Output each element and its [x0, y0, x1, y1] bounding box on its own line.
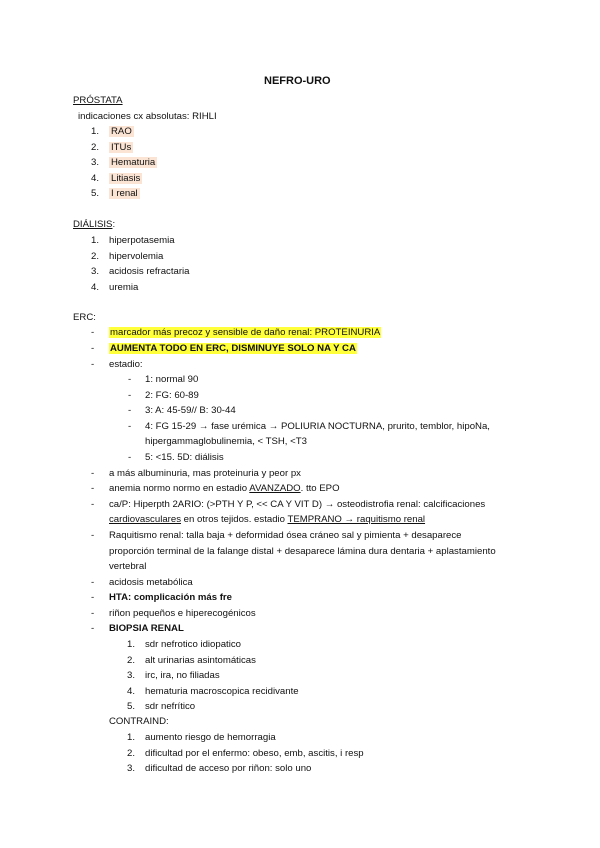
list-item: Hematuria	[111, 157, 156, 168]
sub-dash: -	[128, 452, 132, 463]
sub-dash: -	[128, 390, 132, 401]
erc-aumenta: AUMENTA TODO EN ERC, DISMINUYE SOLO NA Y CA	[110, 343, 356, 354]
list-number: 3.	[127, 670, 136, 681]
estadio-item: 2: FG: 60-89	[145, 390, 199, 401]
erc-heading: ERC:	[73, 312, 96, 323]
list-item: sdr nefrítico	[145, 701, 196, 712]
list-item: dificultad de acceso por riñon: solo uno	[145, 763, 312, 774]
list-item: sdr nefrotico idiopatico	[145, 639, 241, 650]
estadio-item-cont: hipergammaglobulinemia, < TSH, <T3	[145, 436, 307, 447]
bullet-dash: -	[91, 327, 95, 338]
list-item: irc, ira, no filiadas	[145, 670, 220, 681]
estadio-item: 1: normal 90	[145, 374, 199, 385]
list-item: hematuria macroscopica recidivante	[145, 686, 299, 697]
estadio-item: 5: <15. 5D: diálisis	[145, 452, 224, 463]
list-item: dificultad por el enfermo: obeso, emb, ascitis, i resp	[145, 748, 364, 759]
dialisis-heading: DIÁLISIS:	[73, 219, 116, 230]
erc-raquitismo-line3: vertebral	[109, 561, 147, 572]
erc-anemia: anemia normo normo en estadio AVANZADO. tto EPO	[109, 483, 340, 494]
bullet-dash: -	[91, 499, 95, 510]
list-item: I renal	[111, 188, 138, 199]
list-item: Litiasis	[111, 173, 141, 184]
bullet-dash: -	[91, 468, 95, 479]
prostata-intro: indicaciones cx absolutas: RIHLI	[78, 111, 217, 122]
list-number: 5.	[91, 188, 100, 199]
list-number: 3.	[91, 157, 100, 168]
bullet-dash: -	[91, 343, 95, 354]
list-number: 2.	[127, 655, 136, 666]
erc-marcador: marcador más precoz y sensible de daño renal: PROTEINURIA	[110, 327, 381, 338]
list-item: uremia	[109, 282, 139, 293]
contraind-heading: CONTRAIND:	[109, 716, 169, 727]
list-number: 3.	[127, 763, 136, 774]
list-number: 4.	[127, 686, 136, 697]
erc-rinon: riñon pequeños e hiperecogénicos	[109, 608, 256, 619]
erc-albuminuria: a más albuminuria, mas proteinuria y peor px	[109, 468, 301, 479]
erc-hta: HTA: complicación más fre	[109, 592, 232, 603]
erc-raquitismo-line2: proporción terminal de la falange distal + desaparece lámina dura dentaria + aplastamiento	[109, 546, 496, 557]
list-number: 3.	[91, 266, 100, 277]
prostata-heading: PRÓSTATA	[73, 95, 123, 106]
erc-ca-line2: cardiovasculares en otros tejidos. estadio TEMPRANO → raquitismo renal	[109, 514, 426, 525]
bullet-dash: -	[91, 608, 95, 619]
list-item: ITUs	[111, 142, 132, 153]
list-number: 1.	[91, 235, 100, 246]
bullet-dash: -	[91, 592, 95, 603]
sub-dash: -	[128, 405, 132, 416]
bullet-dash: -	[91, 530, 95, 541]
estadio-item: 3: A: 45-59// B: 30-44	[145, 405, 236, 416]
list-item: hiperpotasemia	[109, 235, 175, 246]
biopsia-heading: BIOPSIA RENAL	[109, 623, 184, 634]
list-number: 2.	[91, 142, 100, 153]
list-item: RAO	[111, 126, 132, 137]
list-number: 1.	[127, 732, 136, 743]
erc-estadio: estadio:	[109, 359, 143, 370]
list-item: aumento riesgo de hemorragia	[145, 732, 276, 743]
list-number: 2.	[91, 251, 100, 262]
list-number: 4.	[91, 282, 100, 293]
list-number: 2.	[127, 748, 136, 759]
list-item: hipervolemia	[109, 251, 164, 262]
bullet-dash: -	[91, 623, 95, 634]
bullet-dash: -	[91, 359, 95, 370]
bullet-dash: -	[91, 577, 95, 588]
list-number: 1.	[91, 126, 100, 137]
sub-dash: -	[128, 374, 132, 385]
erc-raquitismo-line1: Raquitismo renal: talla baja + deformidad ósea cráneo sal y pimienta + desaparece	[109, 530, 462, 541]
erc-acidosis: acidosis metabólica	[109, 577, 193, 588]
list-number: 5.	[127, 701, 136, 712]
estadio-item: 4: FG 15-29 → fase urémica → POLIURIA NOCTURNA, prurito, temblor, hipoNa,	[145, 421, 490, 432]
list-number: 4.	[91, 173, 100, 184]
list-number: 1.	[127, 639, 136, 650]
list-item: alt urinarias asintomáticas	[145, 655, 256, 666]
sub-dash: -	[128, 421, 132, 432]
list-item: acidosis refractaria	[109, 266, 190, 277]
page-title: NEFRO-URO	[264, 75, 331, 87]
bullet-dash: -	[91, 483, 95, 494]
erc-ca-line1: ca/P: Hiperpth 2ARIO: (>PTH Y P, << CA Y VIT D) → osteodistrofia renal: calcificaciones	[109, 499, 486, 510]
